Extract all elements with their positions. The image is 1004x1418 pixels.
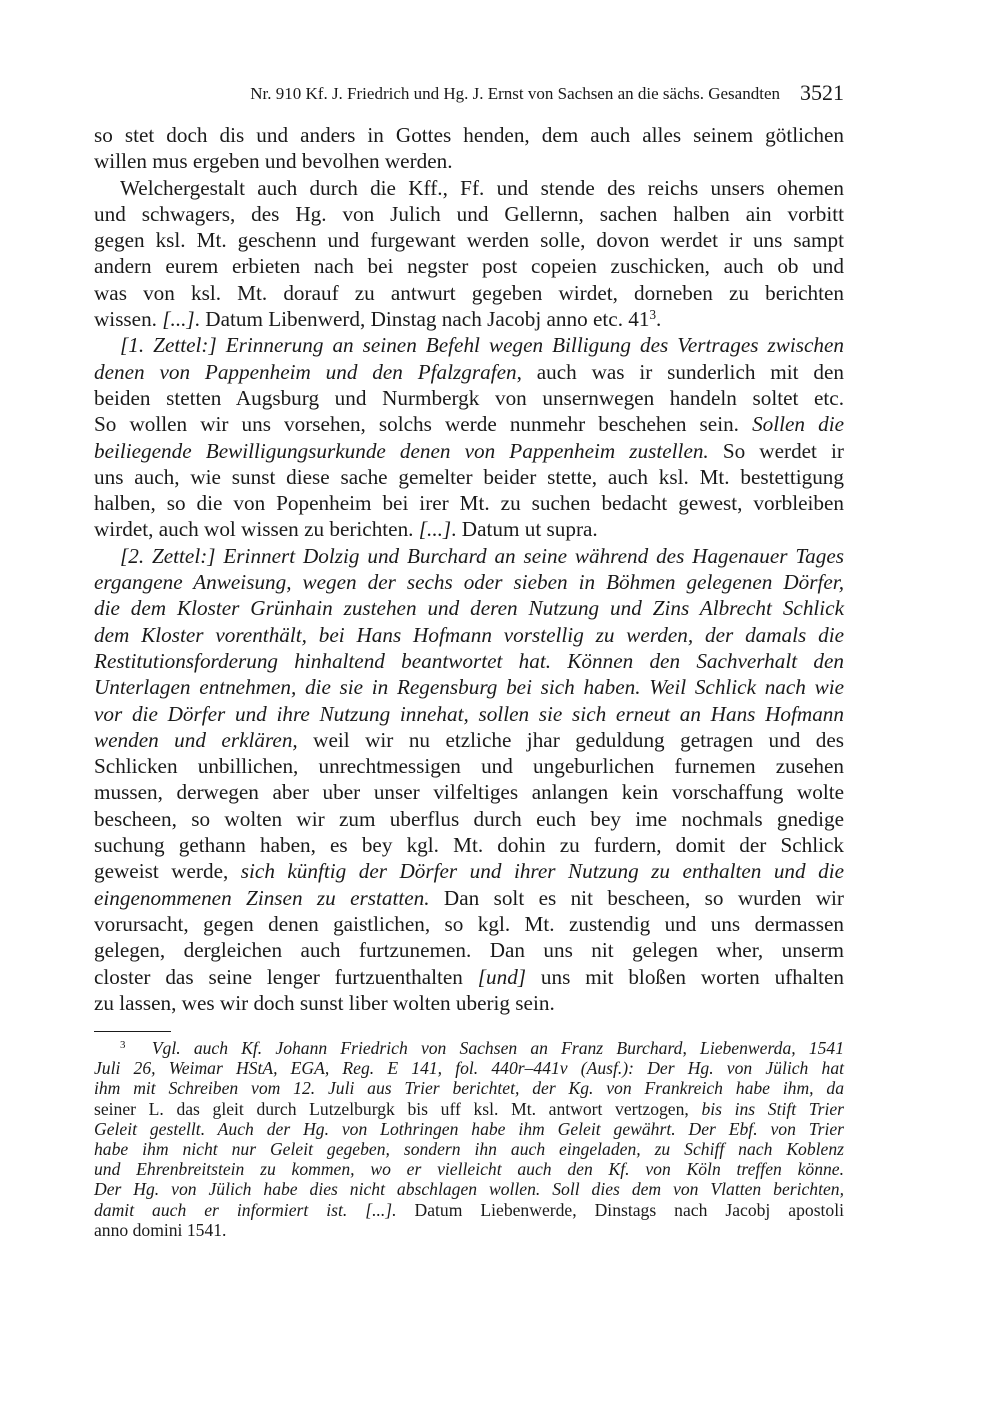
footnote-line	[94, 1200, 844, 1220]
text-line: halben, so die von Popenheim bei irer Mt. zu suchen bedacht gewest, vorbleiben	[94, 491, 844, 516]
text-run: seiner L. das gleit durch Lutzelburgk bis uff ksl. Mt. antwort vertzogen,	[94, 1098, 702, 1119]
text-run: So wollen wir uns vorsehen, solchs werde nunmehr beschehen sein.	[94, 412, 753, 437]
footnote-italic: ihm mit Schreiben vom 12. Juli aus Trier berichtet, der Kg. von Frankreich habe ihm, da	[94, 1078, 844, 1099]
footnote-line	[94, 1119, 844, 1139]
text-line	[94, 543, 844, 569]
text-line: was von ksl. Mt. dorauf zu antwurt gegeben wirdet, dorneben zu berichten	[94, 280, 844, 305]
editorial-summary: denen von Pappenheim und den Pfalzgrafen	[94, 359, 517, 384]
text-line: beiden stetten Augsburg und Nurmbergk von unsernwegen handeln soltet etc.	[94, 385, 844, 410]
text-line: zu lassen, wes wir doch sunst liber wolten uberig sein.	[94, 990, 555, 1015]
text-run: Dan solt es nit bescheen, so wurden wir	[429, 885, 844, 910]
editorial-summary: die dem Kloster Grünhain zustehen und deren Nutzung und Zins Albrecht Schlick	[94, 596, 844, 621]
text-line	[94, 885, 844, 911]
footnote-number: 3	[120, 1039, 126, 1051]
footnote-line	[94, 1058, 844, 1078]
text-line: mussen, derwegen aber uber unser vilfeltiges anlangen kein vorschaffung wolte	[94, 780, 844, 805]
text-run: closter das seine lenger furtzuenthalten	[94, 964, 478, 989]
footnote-line	[94, 1179, 844, 1199]
editorial-summary: dem Kloster vorenthält, bei Hans Hofmann vorstellig zu werden, der damals die	[94, 622, 844, 647]
footnote-line: anno domini 1541.	[94, 1219, 227, 1240]
text-line	[94, 411, 844, 437]
text-line	[94, 595, 844, 621]
text-line	[94, 569, 844, 595]
footnote-line	[94, 1038, 844, 1058]
text-run: weil wir nu etzliche jhar geduldung getragen und des	[297, 727, 844, 752]
text-run: wirdet, auch wol wissen zu berichten.	[94, 517, 419, 542]
text-line	[94, 858, 844, 884]
footnote-italic: habe ihm nicht nur Geleit gegeben, sondern ihn auch eingeladen, zu Schiff nach Koblenz	[94, 1138, 844, 1159]
page-header	[94, 80, 844, 106]
text-line: bescheen, so wolten wir zum uberflus durch euch bey ime nochmals gnedige	[94, 806, 844, 831]
text-run: . Datum ut supra.	[451, 517, 598, 542]
text-line: vorursacht, gegen denen gaistlichen, so kgl. Mt. zustendig und uns dermassen	[94, 911, 844, 936]
editorial-summary: Sollen die	[752, 412, 844, 437]
editorial-summary: Unterlagen entnehmen, die sie in Regensburg bei sich haben. Weil Schlick nach wie	[94, 675, 844, 700]
text-line	[94, 727, 844, 753]
editorial-summary: eingenommenen Zinsen zu erstatten.	[94, 885, 430, 910]
editorial-ellipsis: [...]	[418, 517, 452, 542]
text-line: andern eurem erbieten nach bei negster post copeien zuschicken, auch ob und	[94, 254, 844, 279]
text-line	[94, 622, 844, 648]
editorial-summary: Restitutionsforderung hinhaltend beantwortet hat. Können den Sachverhalt den	[94, 648, 844, 673]
editorial-summary: vor die Dörfer und ihre Nutzung innehat, sollen sie sich erneut an Hans Hofmann	[94, 701, 844, 726]
text-line	[94, 516, 844, 542]
editorial-summary: wenden und erklären,	[94, 727, 298, 752]
text-line: gelegen, dergleichen auch furtzunemen. Dan uns nit gelegen wher, unserm	[94, 938, 844, 963]
text-line	[94, 674, 844, 700]
editorial-summary: [2. Zettel:] Erinnert Dolzig und Burchard an seine während des Hagenauer Tages	[120, 543, 844, 568]
footnote-italic: bis ins Stift Trier	[701, 1098, 844, 1119]
editorial-ellipsis: [...]	[162, 307, 195, 332]
text-line	[94, 332, 844, 358]
text-line	[94, 359, 844, 385]
main-text	[94, 122, 844, 1016]
footnote-line	[94, 1078, 844, 1098]
text-line: Welchergestalt auch durch die Kff., Ff. und stende des reichs unsers ohemen	[120, 175, 844, 200]
text-line	[94, 701, 844, 727]
text-line: uns auch, wie sunst diese sache gemelter beider stette, auch ksl. Mt. bestettigung	[94, 464, 844, 489]
text-run: geweist werde,	[94, 859, 241, 884]
footnote-line	[94, 1159, 844, 1179]
text-line: Schlicken unbillichen, unrechtmessigen und ungeburlichen furnemen zusehen	[94, 754, 844, 779]
text-run: . Datum Libenwerd, Dinstag nach Jacobj anno etc. 41	[194, 307, 650, 332]
text-line	[94, 964, 844, 990]
text-run: ,	[682, 1038, 701, 1058]
editorial-insertion: [und]	[477, 964, 527, 989]
footnote-italic: Juli 26, Weimar HStA, EGA, Reg. E 141, fol. 440r–441v (Ausf.): Der Hg. von Jülich hat	[94, 1058, 844, 1079]
running-title: Nr. 910 Kf. J. Friedrich und Hg. J. Ernst von Sachsen an die sächs. Gesandten	[250, 84, 780, 103]
footnote-italic: Liebenwerda, 1541	[700, 1038, 845, 1058]
footnote-3	[94, 1038, 844, 1240]
text-line	[94, 306, 844, 332]
footnote-separator	[94, 1031, 171, 1032]
editorial-summary: [1. Zettel:] Erinnerung an seinen Befehl wegen Billigung des Vertrages zwischen	[120, 333, 844, 358]
footnote-line	[94, 1139, 844, 1159]
footnote-italic: und Ehrenbreitstein zu kommen, wo er vielleicht auch den Kf. von Köln treffen könne.	[94, 1159, 844, 1180]
editorial-summary: sich künftig der Dörfer und ihrer Nutzung zu enthalten und die	[240, 859, 844, 884]
footnote-italic: Vgl. auch Kf. Johann Friedrich von Sachsen an Franz Burchard	[151, 1038, 683, 1058]
text-line	[94, 648, 844, 674]
text-line	[94, 438, 844, 464]
text-run: .	[656, 307, 662, 332]
page-number: 3521	[800, 80, 844, 105]
text-run: wissen.	[94, 307, 163, 332]
footnote-italic: Der Hg. von Jülich habe dies nicht abschlagen wollen. Soll dies dem von Vlatten berichten,	[94, 1179, 844, 1200]
text-run: Datum Liebenwerde, Dinstags nach Jacobj apostoli	[396, 1199, 844, 1220]
text-line: und schwagers, des Hg. von Julich und Gellernn, sachen halben ain vorbitt	[94, 201, 844, 226]
text-line: so stet doch dis und anders in Gottes henden, dem auch alles seinem götlichen	[94, 123, 844, 147]
footnote-ref-3[interactable]: 3	[649, 306, 657, 322]
text-run: So werdet ir	[708, 438, 844, 463]
text-run: uns mit bloßen worten ufhalten	[526, 964, 844, 989]
text-line: willen mus ergeben und bevolhen werden.	[94, 149, 453, 174]
text-line: suchung gethann haben, es bey kgl. Mt. dohin zu furdern, domit der Schlick	[94, 833, 844, 858]
text-line: gegen ksl. Mt. geschenn und furgewant werden solle, dovon werdet ir uns sampt	[94, 228, 844, 253]
text-run: , auch was ir sunderlich mit den	[516, 359, 844, 384]
editorial-summary: ergangene Anweisung, wegen der sechs oder sieben in Böhmen gelegenen Dörfer,	[94, 570, 844, 595]
footnote-italic: Geleit gestellt. Auch der Hg. von Lothringen habe ihm Geleit gewährt. Der Ebf. von Trier	[94, 1118, 844, 1139]
footnote-italic: damit auch er informiert ist. [...].	[94, 1199, 397, 1220]
footnote-line	[94, 1099, 844, 1119]
editorial-summary: beiliegende Bewilligungsurkunde denen von Pappenheim zustellen.	[94, 438, 709, 463]
